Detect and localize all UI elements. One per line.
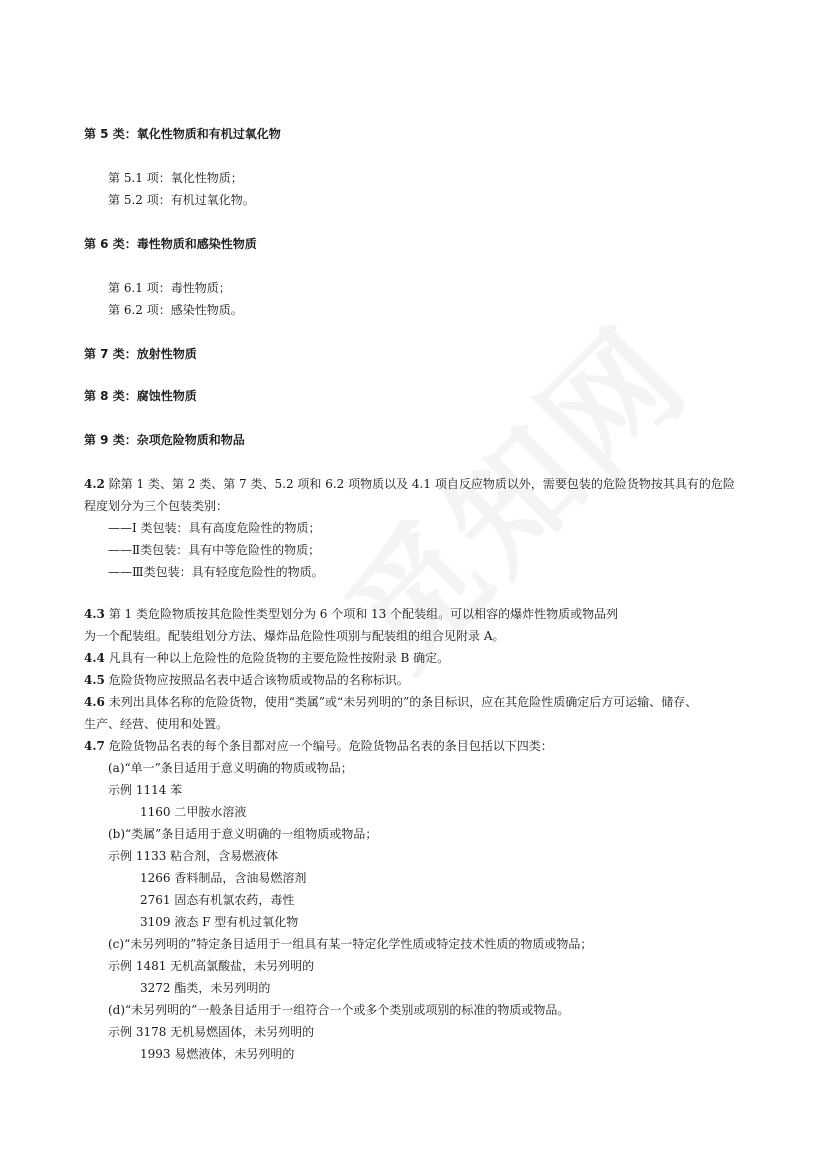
section-number: 4.5: [84, 673, 105, 687]
packing-group-1: ——I 类包装：具有高度危险性的物质；: [108, 521, 321, 535]
class-6-1-item: 第 6.1 项：毒性物质；: [108, 281, 231, 295]
class-7-heading: 第 7 类：放射性物质: [84, 347, 197, 361]
example-line: 3109 液态 F 型有机过氧化物: [140, 915, 299, 929]
example-line: 示例 1114 苯: [108, 783, 183, 797]
section-number: 4.6: [84, 695, 105, 709]
section-text: 未列出具体名称的危险货物，使用“类属”或“未另列明的”的条目标识，应在其危险性质确定后方可运输、储存、: [104, 695, 698, 709]
class-5-heading: 第 5 类：氧化性物质和有机过氧化物: [84, 127, 281, 141]
section-text: 危险货物品名表的每个条目都对应一个编号。危险货物品名表的条目包括以下四类：: [104, 739, 553, 753]
example-line: 3272 酯类，未另列明的: [140, 981, 271, 995]
section-text: 除第 1 类、第 2 类、第 7 类、5.2 项和 6.2 项物质以及 4.1 项自反应物质以外，需要包装的危险货物按其具有的危险: [104, 477, 735, 491]
section-number: 4.7: [84, 739, 105, 753]
section-4-2-cont: 程度划分为三个包装类别：: [84, 499, 229, 513]
class-6-2-item: 第 6.2 项：感染性物质。: [108, 303, 243, 317]
section-text: 凡具有一种以上危险性的危险货物的主要危险性按附录 B 确定。: [104, 651, 450, 665]
entry-type-b: (b)“类属”条目适用于意义明确的一组物质或物品；: [108, 827, 378, 841]
packing-group-3: ——Ⅲ类包装：具有轻度危险性的物质。: [108, 565, 324, 579]
section-4-7: [84, 738, 553, 754]
section-number: 4.2: [84, 477, 105, 491]
section-number: 4.4: [84, 651, 105, 665]
section-4-6-cont: 生产、经营、使用和处置。: [84, 717, 229, 731]
section-4-6: [84, 694, 697, 710]
class-5-2-item: 第 5.2 项：有机过氧化物。: [108, 193, 255, 207]
class-9-heading: 第 9 类：杂项危险物质和物品: [84, 433, 245, 447]
section-4-3: [84, 606, 618, 622]
section-4-4: [84, 650, 449, 666]
packing-group-2: ——Ⅱ类包装：具有中等危险性的物质；: [108, 543, 321, 557]
section-4-2: [84, 476, 735, 492]
class-8-heading: 第 8 类：腐蚀性物质: [84, 389, 197, 403]
example-line: 示例 1133 粘合剂，含易燃液体: [108, 849, 279, 863]
class-5-1-item: 第 5.1 项：氧化性物质；: [108, 171, 243, 185]
entry-type-c: (c)“未另列明的”特定条目适用于一组具有某一特定化学性质或特定技术性质的物质或物品；: [108, 937, 593, 951]
example-line: 示例 3178 无机易燃固体，未另列明的: [108, 1025, 315, 1039]
example-line: 1993 易燃液体，未另列明的: [140, 1047, 295, 1061]
example-line: 1160 二甲胺水溶液: [140, 805, 247, 819]
section-text: 第 1 类危险物质按其危险性类型划分为 6 个项和 13 个配装组。可以相容的爆炸性物质或物品列: [104, 607, 619, 621]
section-text: 危险货物应按照品名表中适合该物质或物品的名称标识。: [104, 673, 409, 687]
example-line: 示例 1481 无机高氯酸盐，未另列明的: [108, 959, 315, 973]
entry-type-d: (d)“未另列明的”一般条目适用于一组符合一个或多个类别或项别的标准的物质或物品。: [108, 1003, 570, 1017]
class-6-heading: 第 6 类：毒性物质和感染性物质: [84, 237, 257, 251]
section-number: 4.3: [84, 607, 105, 621]
section-4-5: [84, 672, 409, 688]
example-line: 2761 固态有机氯农药，毒性: [140, 893, 295, 907]
section-4-3-cont: 为一个配装组。配装组划分方法、爆炸品危险性项别与配装组的组合见附录 A。: [84, 629, 505, 643]
entry-type-a: (a)“单一”条目适用于意义明确的物质或物品；: [108, 761, 353, 775]
example-line: 1266 香料制品，含油易燃溶剂: [140, 871, 307, 885]
